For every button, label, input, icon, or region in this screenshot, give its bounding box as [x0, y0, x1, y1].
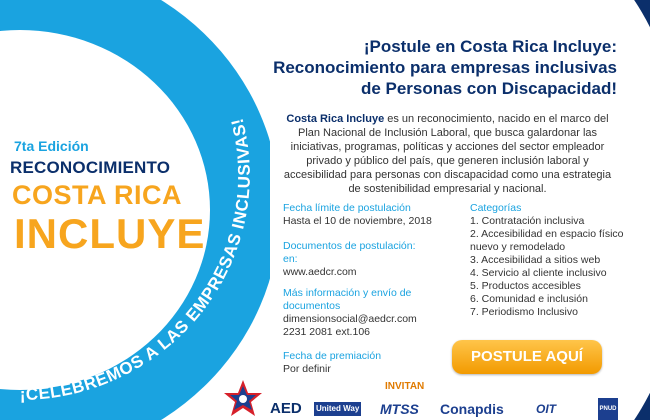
category-item: 2. Accesibilidad en espacio físico nuevo y remodelado — [470, 228, 624, 253]
docs-label-2: en: — [283, 253, 298, 265]
costa-rica-heading: COSTA RICA — [12, 180, 182, 210]
title-line-2: Reconocimiento para empresas inclusivas — [273, 58, 617, 77]
categories-block — [470, 202, 640, 319]
phone-number: 2231 2081 ext.106 — [283, 326, 370, 338]
intro-paragraph — [280, 112, 615, 196]
page-title — [262, 36, 617, 99]
more-info-label-2: documentos — [283, 300, 341, 312]
incluye-heading: INCLUYE — [14, 210, 206, 257]
award-value: Por definir — [283, 363, 331, 375]
aed-logo: AED — [270, 400, 302, 417]
edition-label: 7ta Edición — [14, 138, 89, 154]
sponsor-logos — [268, 398, 650, 420]
postule-button[interactable]: POSTULE AQUÍ — [452, 340, 602, 374]
docs-link[interactable]: www.aedcr.com — [283, 266, 357, 278]
conapdis-logo: Conapdis — [440, 401, 504, 417]
deadline-block — [283, 202, 432, 228]
category-item: 1. Contratación inclusiva — [470, 215, 585, 227]
star-logo-icon — [222, 378, 264, 420]
pnud-logo: PNUD — [598, 398, 618, 420]
category-item: 3. Accesibilidad a sitios web — [470, 254, 601, 266]
docs-label: Documentos de postulación: — [283, 240, 416, 252]
more-info-block — [283, 287, 417, 339]
categories-label: Categorías — [470, 202, 522, 214]
title-line-3: de Personas con Discapacidad! — [360, 79, 617, 98]
categories-list — [470, 215, 640, 319]
award-block — [283, 350, 381, 376]
title-line-1: ¡Postule en Costa Rica Incluye: — [363, 37, 617, 56]
oit-logo: OIT — [536, 402, 556, 416]
intro-text: es un reconocimiento, nacido en el marco del Plan Nacional de Inclusión Laboral, que busca galardonar las iniciativas, programas, políticas y acciones del sector empleador privado y público del país, que generen inclusión laboral y accesibilidad para personas con discapacidad como una estrategia de sostenibilidad empresarial y nacional. — [283, 113, 612, 195]
award-label: Fecha de premiación — [283, 350, 382, 362]
category-item: 4. Servicio al cliente inclusivo — [470, 267, 607, 279]
intro-bold: Costa Rica Incluye — [286, 113, 385, 125]
mtss-logo: MTSS — [380, 401, 419, 417]
reconocimiento-heading: RECONOCIMIENTO — [10, 158, 171, 177]
docs-block — [283, 240, 416, 279]
category-item: 6. Comunidad e inclusión — [470, 293, 588, 305]
invitan-label: INVITAN — [385, 381, 425, 392]
deadline-label: Fecha límite de postulación — [283, 202, 411, 214]
ring-slogan-text: ¡CELEBREMOS A LAS EMPRESAS INCLUSIVAS! — [19, 116, 254, 405]
united-way-logo: United Way — [314, 402, 361, 416]
category-item: 5. Productos accesibles — [470, 280, 581, 292]
category-item: 7. Periodismo Inclusivo — [470, 306, 578, 318]
more-info-label: Más información y envío de — [283, 287, 412, 299]
email-link[interactable]: dimensionsocial@aedcr.com — [283, 313, 417, 325]
deadline-value: Hasta el 10 de noviembre, 2018 — [283, 215, 432, 227]
